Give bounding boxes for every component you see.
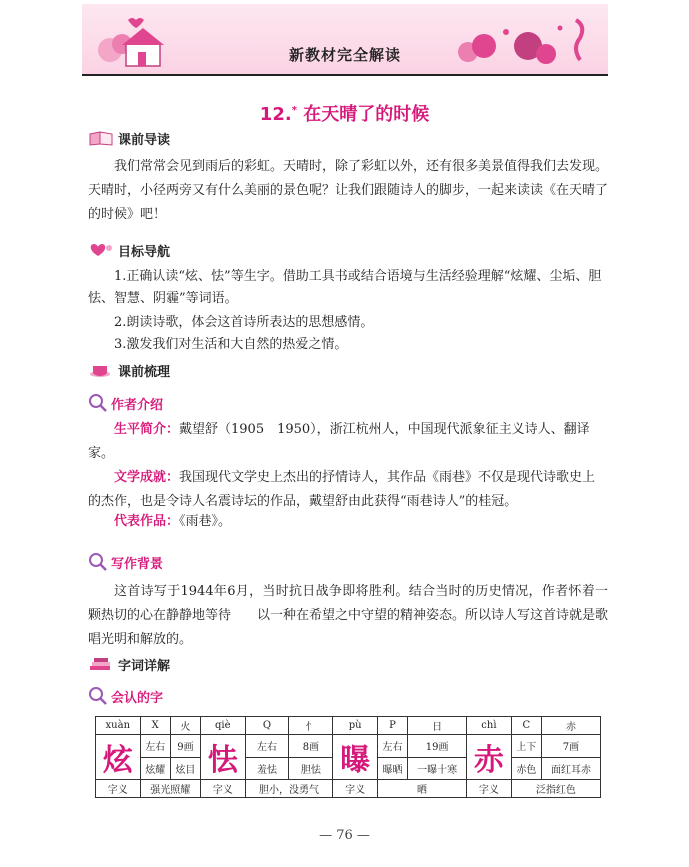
teacup-icon — [88, 362, 114, 378]
author-heading — [88, 393, 163, 413]
section-review-label: 课前梳理 — [118, 364, 171, 380]
author-works-text: 《雨巷》。 — [179, 514, 232, 529]
lesson-title-text: 在天晴了的时候 — [303, 104, 430, 125]
pinyin: pù — [333, 717, 378, 735]
pinyin: xuàn — [96, 717, 141, 735]
strokes: 7画 — [541, 735, 600, 758]
heart-icon — [88, 242, 114, 258]
word: 炫目 — [170, 757, 200, 780]
table-row — [96, 717, 601, 735]
author-life-key: 生平简介： — [114, 422, 180, 437]
meaning-label: 字义 — [96, 780, 141, 798]
house-decoration-icon — [92, 14, 172, 72]
background-label: 写作背景 — [111, 556, 164, 572]
goal-item: 3.激发我们对生活和大自然的热爱之情。 — [114, 337, 348, 352]
author-life — [88, 418, 608, 466]
letter: C — [511, 717, 541, 735]
table-row — [96, 780, 601, 798]
author-achievement-text: 我国现代文学史上杰出的抒情诗人，其作品《雨巷》不仅是现代诗歌史上的杰作，也是令诗人名震诗坛的作品，戴望舒由此获得“雨巷诗人”的桂冠。 — [88, 470, 596, 509]
chars-heading — [88, 686, 163, 706]
section-review-heading — [88, 360, 170, 380]
section-guide-heading — [88, 128, 170, 148]
author-achievement — [88, 466, 608, 514]
page-number: — 76 — — [319, 828, 370, 843]
author-works — [88, 510, 608, 534]
lesson-title — [0, 100, 689, 126]
meaning: 强光照耀 — [140, 780, 200, 798]
table-row — [96, 735, 601, 758]
word: 曝晒 — [377, 757, 407, 780]
header-divider — [82, 74, 608, 76]
char-table — [95, 716, 601, 798]
word: 胆怯 — [289, 757, 333, 780]
meaning-label: 字义 — [201, 780, 246, 798]
author-achievement-key: 文学成就： — [114, 470, 180, 485]
structure: 左右 — [245, 735, 289, 758]
lesson-star: * — [291, 105, 297, 116]
strokes: 9画 — [170, 735, 200, 758]
pinyin: qiè — [201, 717, 246, 735]
book-icon — [88, 130, 114, 146]
big-character: 怯 — [201, 735, 246, 780]
letter: X — [140, 717, 170, 735]
structure: 上下 — [511, 735, 541, 758]
lesson-number: 12. — [259, 104, 292, 125]
radical: 忄 — [289, 717, 333, 735]
goal-item: 1.正确认读“炫、怯”等生字。借助工具书或结合语境与生活经验理解“炫耀、尘垢、胆怯、智慧、阴霾”等词语。 — [88, 269, 602, 306]
meaning: 泛指红色 — [511, 780, 600, 798]
big-character: 炫 — [96, 735, 141, 780]
strokes: 8画 — [289, 735, 333, 758]
word: 一曝十寒 — [408, 757, 467, 780]
word: 赤色 — [511, 757, 541, 780]
background-heading — [88, 552, 163, 572]
balloon-decoration-icon — [448, 12, 598, 72]
section-words-heading — [88, 654, 170, 674]
word: 羞怯 — [245, 757, 289, 780]
magnifier-icon — [88, 552, 108, 572]
radical: 火 — [170, 717, 200, 735]
author-label: 作者介绍 — [111, 397, 164, 413]
magnifier-icon — [88, 686, 108, 706]
author-works-key: 代表作品： — [114, 514, 180, 529]
radical: 赤 — [541, 717, 600, 735]
section-goals-heading — [88, 240, 170, 260]
section-words-label: 字词详解 — [118, 658, 171, 674]
big-character: 赤 — [467, 735, 512, 780]
pinyin: chì — [467, 717, 512, 735]
meaning-label: 字义 — [467, 780, 512, 798]
section-goals-label: 目标导航 — [118, 244, 171, 260]
word: 炫耀 — [140, 757, 170, 780]
goal-item: 2.朗读诗歌，体会这首诗所表达的思想感情。 — [114, 315, 374, 330]
word: 面红耳赤 — [541, 757, 600, 780]
section-guide-label: 课前导读 — [118, 132, 171, 148]
meaning: 晒 — [377, 780, 466, 798]
header-title: 新教材完全解读 — [288, 46, 401, 64]
guide-paragraph: 我们常常会见到雨后的彩虹。天晴时，除了彩虹以外，还有很多美景值得我们去发现。天晴时，小径两旁又有什么美丽的景色呢？让我们跟随诗人的脚步，一起来读读《在天晴了的时候》吧！ — [88, 159, 609, 222]
background-paragraph: 这首诗写于1944年6月，当时抗日战争即将胜利。结合当时的历史情况，作者怀着一颗热切的心在静静地等待 以一种在希望之中守望的精神姿态。所以诗人写这首诗就是歌唱光明和解放的。 — [88, 584, 609, 647]
radical: 日 — [408, 717, 467, 735]
big-character: 曝 — [333, 735, 378, 780]
structure: 左右 — [377, 735, 407, 758]
strokes: 19画 — [408, 735, 467, 758]
structure: 左右 — [140, 735, 170, 758]
meaning: 胆小，没勇气 — [245, 780, 333, 798]
letter: Q — [245, 717, 289, 735]
meaning-label: 字义 — [333, 780, 378, 798]
author-life-text: 戴望舒（1905 1950），浙江杭州人，中国现代派象征主义诗人、翻译家。 — [88, 422, 590, 461]
chars-label: 会认的字 — [111, 690, 164, 706]
books-stack-icon — [88, 656, 114, 672]
letter: P — [377, 717, 407, 735]
magnifier-icon — [88, 393, 108, 413]
